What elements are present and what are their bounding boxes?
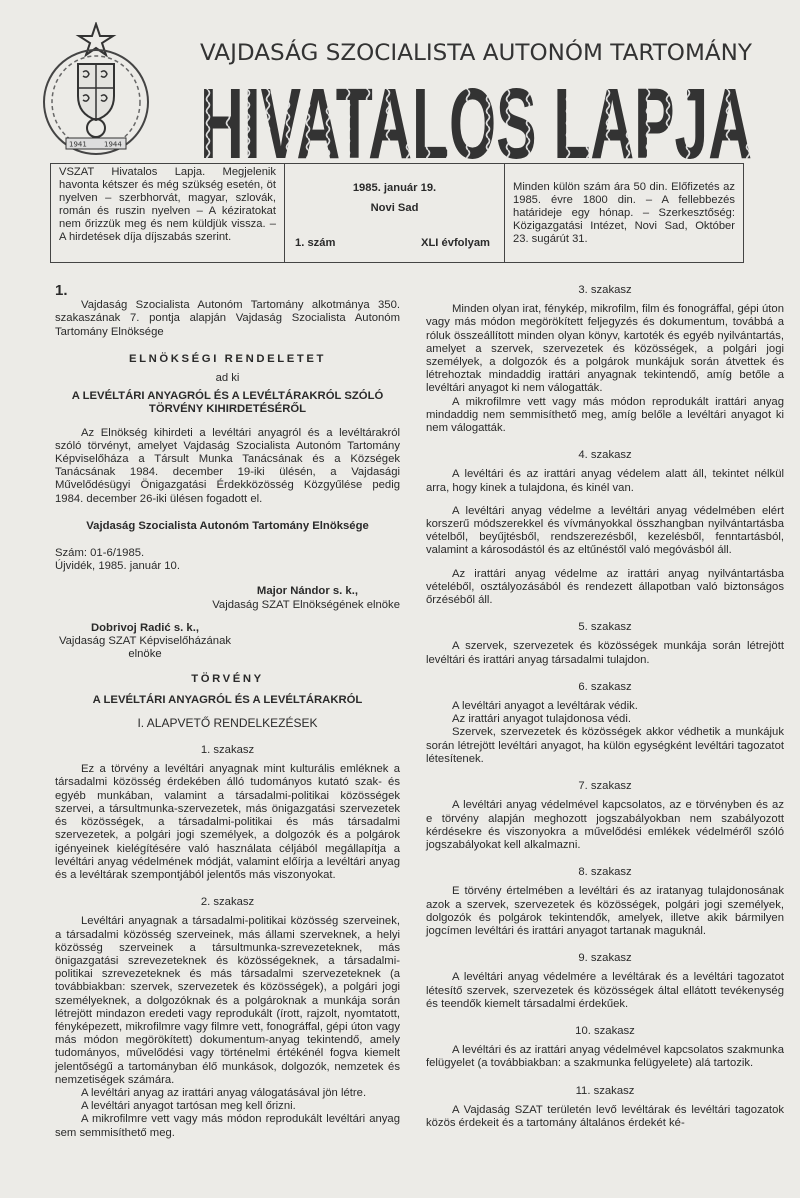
signer2-name: Dobrivoj Radić s. k., <box>91 621 199 634</box>
section-2-text: A mikrofilmre vett vagy más módon reprodukált levéltári anyag sem semmisíthető meg. <box>55 1113 400 1139</box>
section-11-text: A Vajdaság SZAT területén levő levéltárak és levéltári tagozatok közös érdekeit és a tartomány általános érdekét ké- <box>426 1103 784 1129</box>
coat-of-arms-emblem <box>38 22 154 160</box>
section-9-text: A levéltári anyag védelmére a levéltárak és a levéltári tagozatot létesítő szervek, szervezetek és közösségek által ellátott tevékenység és teendők kiemelt társadalmi érdekűek. <box>426 971 784 1010</box>
section-4-text: A levéltári és az irattári anyag védelem alatt áll, tekintet nélkül arra, hogy kinek a tulajdona, és kinél van. <box>426 468 784 494</box>
section-11-title: 11. szakasz <box>575 1084 635 1097</box>
price-info: Minden külön szám ára 50 din. Előfizetés az 1985. évre 1800 din. – A fellebbezés határideje egy hónap. – Szerkesztőség: Közigazgatási Intézet, Novi Sad, Október 23. sugárút 31. <box>513 181 735 245</box>
issue-volume: XLI évfolyam <box>420 237 490 249</box>
section-8-text: E törvény értelmében a levéltári és az iratanyag tulajdonosának azok a szervek, szervezetek és közösségek, polgári jogi személyek, dolgozók és polgárok tekintendők, amelyek, illetve akik bármilyen jogcímen levéltári és irattári anyagot tartanak maguknál. <box>426 885 784 937</box>
masthead <box>198 30 758 160</box>
section-4-text: Az irattári anyag védelme az irattári anyag nyilvántartásba vételéből, osztályozásából és rendezett állapotban való biztonságos őrzéséből áll. <box>426 567 784 607</box>
signer2-title-cont: elnöke <box>128 648 162 661</box>
section-7-title: 7. szakasz <box>578 780 632 793</box>
section-6-text: Az irattári anyagot tulajdonosa védi. <box>452 713 631 726</box>
issue-info <box>285 164 505 262</box>
gazette-title: HIVATALOS LAPJA <box>200 68 752 160</box>
section-6-text: A levéltári anyagot a levéltárak védik. <box>452 700 638 713</box>
section-3-title: 3. szakasz <box>578 284 632 296</box>
right-column <box>426 284 784 1130</box>
decree-title: A LEVÉLTÁRI ANYAGRÓL ÉS A LEVÉLTÁRAKRÓL SZÓLÓ TÖRVÉNY KIHIRDETÉSÉRŐL <box>71 390 384 416</box>
signer2-block <box>55 622 235 662</box>
law-heading: TÖRVÉNY <box>191 673 264 686</box>
section-9-title: 9. szakasz <box>578 952 632 965</box>
section-4-text: A levéltári anyag védelme a levéltári anyag védelmében elért korszerű módszerekkel és vívmányokkal összhangban nyilvántartásba vételből, beyűjtésből, rendszerezésből, kezelésből, fenntartásból, valamint a károsodástól és az eltűnéstől való megóvásból áll. <box>426 504 784 557</box>
section-7-text: A levéltári anyag védelmével kapcsolatos, az e törvényben és az e törvény alapján meghozott jogszabályokban nem szabályozott kérdésekre és viszonyokra a művelődési emlékek védelméről szóló jogszabályokat kell alkalmazni. <box>426 799 784 851</box>
section-2-title: 2. szakasz <box>200 896 255 909</box>
decree-ad-ki: ad ki <box>215 372 240 385</box>
publication-info: VSZAT Hivatalos Lapja. Megjelenik havonta kétszer és még szükség esetén, öt nyelven – szerbhorvát, magyar, szlovák, román és ruszin nyelven – A kéziratokat nem őrizzük meg és nem küldjük vissza. – A hirdetések díja díjszabás szerint. <box>51 164 285 262</box>
section-2-text: A levéltári anyag az irattári anyag válogatásával jön létre. <box>81 1086 367 1099</box>
section-5-text: A szervek, szervezetek és közösségek munkája során létrejött levéltári és irattári anyag társadalmi tulajdon. <box>426 640 784 666</box>
section-2-text: A levéltári anyagot tartósan meg kell őrizni. <box>81 1100 296 1113</box>
section-3-text: Minden olyan irat, fénykép, mikrofilm, film és fonográffal, gépi úton vagy más módon megörökített feljegyzés és dokumentum, továbbá a róluk összeállított minden olyan könyv, kartoték és egyéb nyilvántartás, amelyet a szervek, szervezetek és közösségek, a polgári jogi személyek, a dolgozók és a polgárok munkájuk során átvettek és létrehoztak mindaddig irattári anyagnak tekintendő, amíg betőle a levéltári anyagot ki nem válogatták. <box>426 303 784 395</box>
section-4-title: 4. szakasz <box>578 449 632 462</box>
section-6-title: 6. szakasz <box>578 680 632 693</box>
section-1-text: Ez a törvény a levéltári anyagnak mint kulturális emléknek a társadalmi közösség érdekében álló tudományos kutató szak- és egyéb munkában, valamint a társadalmi-politikai közösségek szervei, a társultmunka-szervezetek, más önigazgatási szervezetek és közösségek, a társadalmi-politikai és más társadalmi szervezetek, a polgári jogi személyek, a dolgozók és a polgárok igényeinek kielégítésére való használata céljából megállapítja a levéltári anyag védelmének módját, valamint előírja a levéltári anyag és a levéltárak szempontjából jelentős más viszonyokat. <box>55 763 400 881</box>
masthead-info-box <box>50 163 744 263</box>
section-2-text: Levéltári anyagnak a társadalmi-politikai közösség szerveinek, a társadalmi közösség szerveinek, más állami szerveknek, a helyi közösség szerveinek a társultmunka-szrevezeteknek, más önigazgatási szrevezeteknek és közösségeknek, a társadalmi-politikai szrevezeteknek és más társadalmi szervezeteknek (a továbbiakban: szervek, szervezetek és közösségek), a polgári jogi személyeknek, a dolgozóknak és a polgároknak a munkája során létrejött mindazon eredeti vagy reprodukált (írott, rajzolt, nyomtatott, fényképezett, mikrofilmre vagy filmre vett, fonográffal, gépi úton vagy más módon megörökített) dokumentum-anyag tekintendő, amely tudományos, művelődési vagy történelmi értékénél fogva kiemelt jelentőségű a tartományban élő munkások, dolgozók, nemzetek és nemzetiségek számára. <box>55 915 400 1086</box>
signer2-title: Vajdaság SZAT Képviselőházának <box>58 635 232 648</box>
reference-number: Szám: 01-6/1985. <box>55 547 145 560</box>
presidency-signature: Vajdaság Szocialista Autonóm Tartomány Elnöksége <box>86 519 369 532</box>
section-6-text: Szervek, szervezetek és közösségek akkor védhetik a munkájuk során létrejött levéltári anyagot, ha külön egységként levéltári tagozatot létesítenek. <box>426 726 784 765</box>
reference-place-date: Újvidék, 1985. január 10. <box>55 560 180 573</box>
law-title: A LEVÉLTÁRI ANYAGRÓL ÉS A LEVÉLTÁRAKRÓL <box>92 693 363 706</box>
emblem-year-1941: 1941 <box>69 140 87 149</box>
signer1-title: Vajdaság SZAT Elnökségének elnöke <box>212 598 400 611</box>
province-name: VAJDASÁG SZOCIALISTA AUTONÓM TARTOMÁNY <box>200 41 727 66</box>
section-10-text: A levéltári és az irattári anyag védelmével kapcsolatos szakmunka felügyelet (a továbbiakban: a szakmunka felügyelete) alá tartozik. <box>426 1044 784 1070</box>
section-3-text: A mikrofilmre vett vagy más módon reprodukált irattári anyag mindaddig nem semmisíthető meg, amíg belőle a levéltári anyagot ki nem válogatták. <box>426 395 784 435</box>
signer1-name: Major Nándor s. k., <box>256 585 358 598</box>
issue-number: 1. szám <box>295 237 336 249</box>
emblem-year-1944: 1944 <box>104 140 122 149</box>
section-1-title: 1. szakasz <box>200 744 255 757</box>
section-8-title: 8. szakasz <box>578 866 632 879</box>
decree-intro: Vajdaság Szocialista Autonóm Tartomány alkotmánya 350. szakaszának 7. pontja alapján Vajdaság Szocialista Autonóm Tartomány Elnöksége <box>55 299 400 338</box>
chapter-heading: I. ALAPVETŐ RENDELKEZÉSEK <box>137 715 318 730</box>
issue-date: 1985. január 19. <box>352 182 437 194</box>
section-10-title: 10. szakasz <box>575 1024 635 1037</box>
item-number: 1. <box>55 282 68 299</box>
section-5-title: 5. szakasz <box>578 621 632 634</box>
issue-city: Novi Sad <box>370 202 419 214</box>
left-column <box>55 284 400 1140</box>
decree-heading: ELNÖKSÉGI RENDELETET <box>129 352 326 365</box>
decree-text: Az Elnökség kihirdeti a levéltári anyagról és a levéltárakról szóló törvényt, amelyet Vajdaság Szocialista Autonóm Tartomány Képviselőháza a Társult Munka Tanácsának és a Községek Tanácsának 1984. december 19-iki ülésén, a Vajdasági Művelődésügyi Önigazgatási Érdekközösség Közgyűlése pedig 1984. december 26-iki ülésen fogadott el. <box>55 426 400 505</box>
